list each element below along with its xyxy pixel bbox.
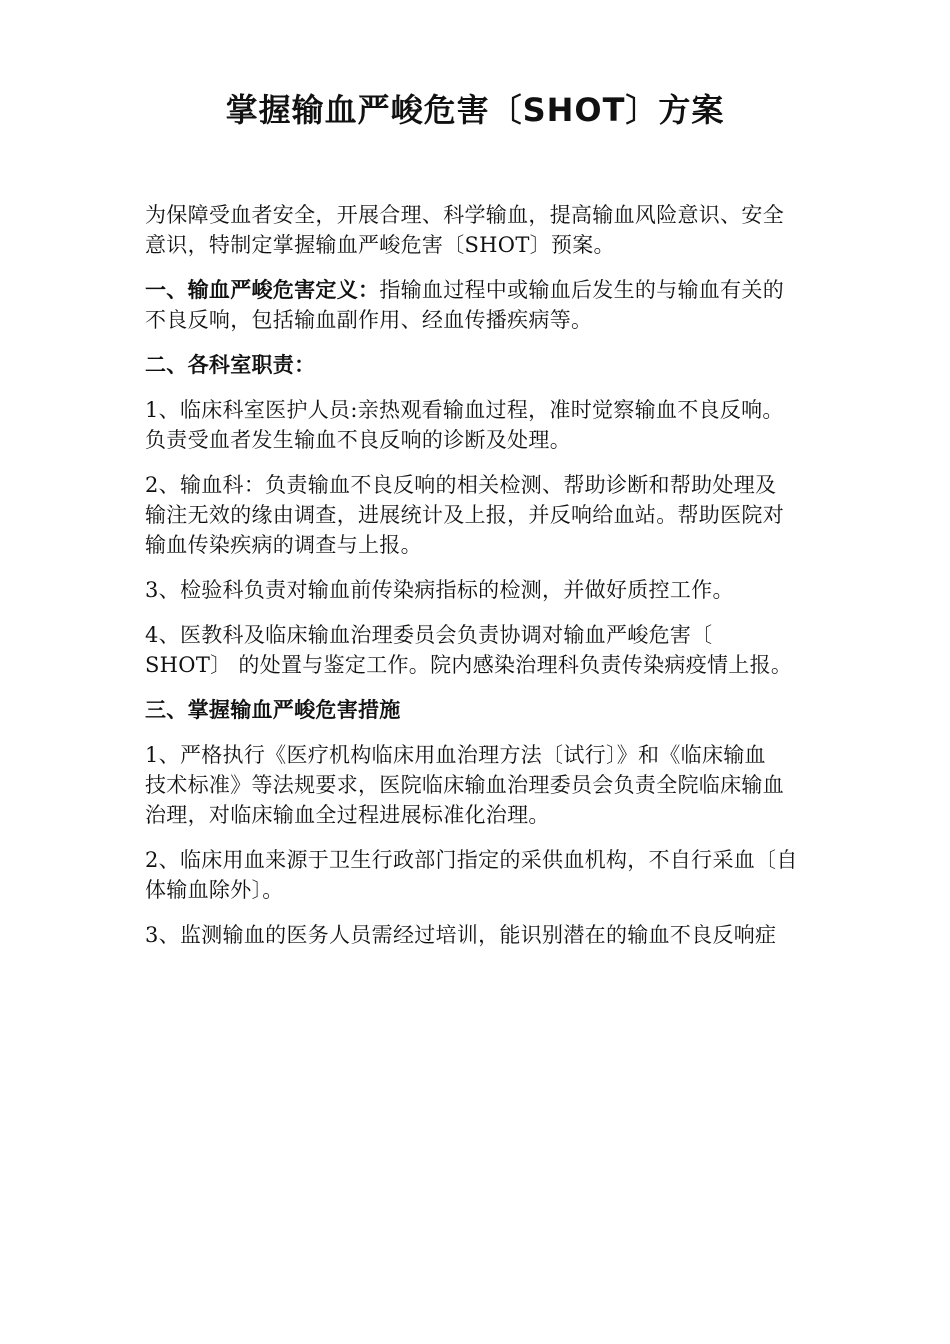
section-heading: 三、掌握输血严峻危害措施: [145, 698, 401, 722]
definition-paragraph: [145, 275, 820, 335]
text-segment: 指输血过程中或输血后发生的与输血有关的: [379, 278, 785, 302]
section-two-heading: [145, 350, 820, 380]
text-line: 为保障受血者安全，开展合理、科学输血，提高输血风险意识、安全: [145, 203, 784, 227]
text-line: 技术标准》等法规要求，医院临床输血治理委员会负责全院临床输血: [145, 773, 784, 797]
text-line: 体输血除外〕。: [145, 878, 284, 902]
document-body: [145, 200, 820, 950]
duty-item-3: [145, 575, 820, 605]
text-line: 1、严格执行《医疗机构临床用血治理方法〔试行〕》和《临床输血: [145, 743, 766, 767]
duty-item-1: [145, 395, 820, 455]
document-title: 掌握输血严峻危害〔SHOT〕方案: [225, 91, 725, 129]
section-heading: 一、输血严峻危害定义：: [145, 278, 380, 302]
text-line: 负责受血者发生输血不良反响的诊断及处理。: [145, 428, 571, 452]
intro-paragraph: [145, 200, 820, 260]
text-line: 2、输血科：负责输血不良反响的相关检测、帮助诊断和帮助处理及: [145, 473, 777, 497]
text-line: 2、临床用血来源于卫生行政部门指定的采供血机构，不自行采血〔自: [145, 848, 798, 872]
duty-item-2: [145, 470, 820, 560]
text-line: 意识，特制定掌握输血严峻危害〔SHOT〕预案。: [145, 233, 615, 257]
text-line: 输血传染疾病的调查与上报。: [145, 533, 422, 557]
duty-item-4: [145, 620, 820, 680]
text-line: [145, 275, 820, 305]
text-line: 输注无效的缘由调查，进展统计及上报，并反响给血站。帮助医院对: [145, 503, 784, 527]
text-line: 治理，对临床输血全过程进展标准化治理。: [145, 803, 550, 827]
text-line: SHOT〕 的处置与鉴定工作。院内感染治理科负责传染病疫情上报。: [145, 653, 793, 677]
measure-item-1: [145, 740, 820, 830]
text-line: 1、临床科室医护人员:亲热观看输血过程，准时觉察输血不良反响。: [145, 398, 784, 422]
text-line: 3、监测输血的医务人员需经过培训，能识别潜在的输血不良反响症: [145, 923, 777, 947]
section-heading: 二、各科室职责：: [145, 353, 316, 377]
text-line: 不良反响，包括输血副作用、经血传播疾病等。: [145, 308, 593, 332]
text-line: 4、医教科及临床输血治理委员会负责协调对输血严峻危害〔: [145, 623, 713, 647]
section-three-heading: [145, 695, 820, 725]
measure-item-3: [145, 920, 820, 950]
measure-item-2: [145, 845, 820, 905]
text-line: 3、检验科负责对输血前传染病指标的检测，并做好质控工作。: [145, 578, 734, 602]
